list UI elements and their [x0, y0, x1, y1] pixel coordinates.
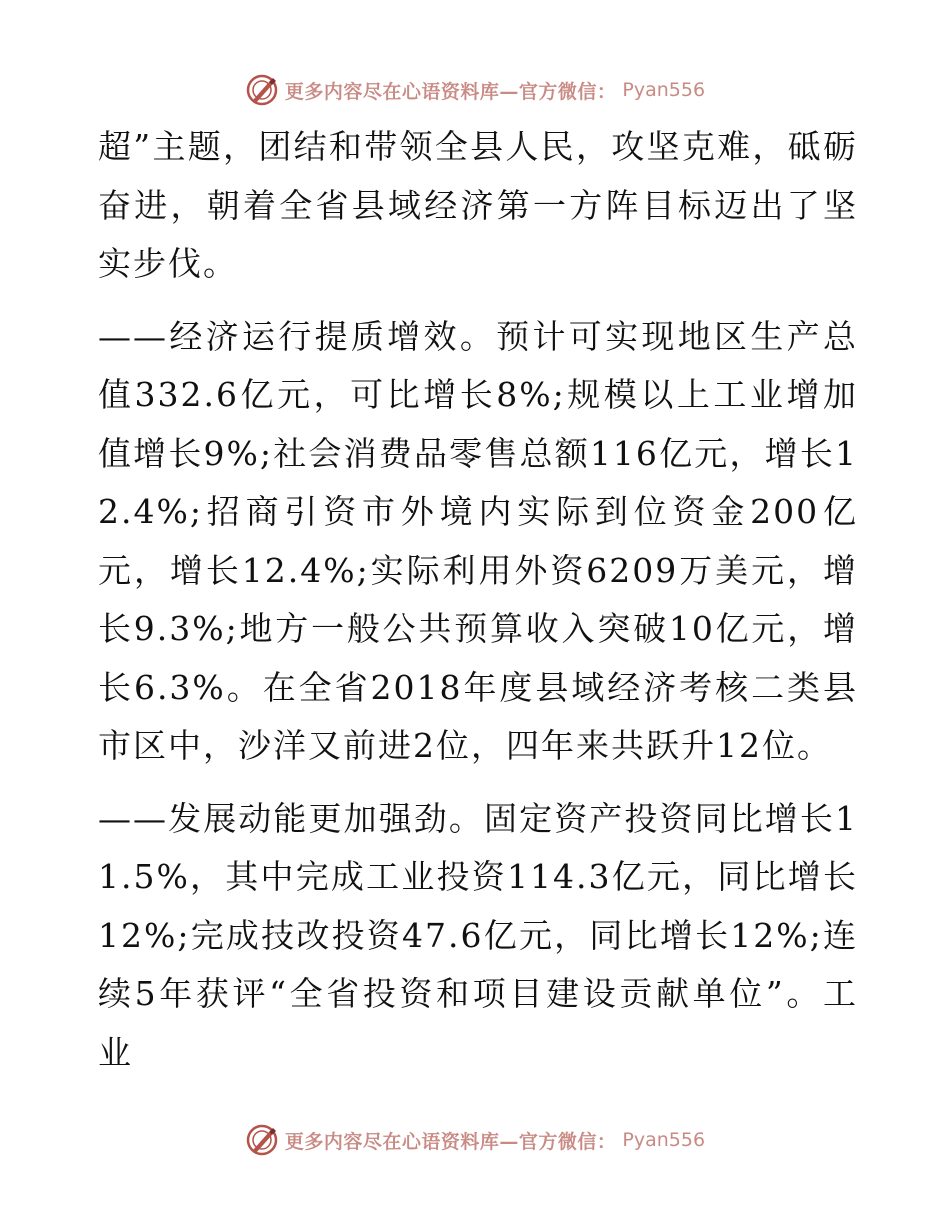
paragraph-momentum: ——发展动能更加强劲。固定资产投资同比增长11.5%，其中完成工业投资114.3亿元，同比增长12%;完成技改投资47.6亿元，同比增长12%;连续5年获评“全省投资和项目建设贡献单位”。工业	[98, 798, 858, 1072]
document-body	[98, 118, 858, 1082]
watermark-text: 更多内容尽在心语资料库—官方微信：	[284, 80, 617, 103]
watermark-wechat-id: Pyan556	[622, 1129, 706, 1151]
pen-seal-icon	[245, 1123, 279, 1157]
footer-watermark	[0, 1120, 950, 1160]
footer-watermark-group	[245, 1123, 705, 1157]
paragraph-economy: ——经济运行提质增效。预计可实现地区生产总值332.6亿元，可比增长8%;规模以上工业增加值增长9%;社会消费品零售总额116亿元，增长12.4%;招商引资市外境内实际到位资金200亿元，增长12.4%;实际利用外资6209万美元，增长9.3%;地方一般公共预算收入突破10亿元，增长6.3%。在全省2018年度县域经济考核二类县市区中，沙洋又前进2位，四年来共跃升12位。	[98, 316, 858, 765]
header-watermark-group	[245, 73, 705, 107]
paragraph-intro: 超”主题，团结和带领全县人民，攻坚克难，砥砺奋进，朝着全省县域经济第一方阵目标迈出了坚实步伐。	[98, 127, 858, 283]
watermark-wechat-id: Pyan556	[622, 79, 706, 101]
watermark-text: 更多内容尽在心语资料库—官方微信：	[284, 1130, 617, 1153]
header-watermark	[0, 70, 950, 110]
pen-seal-icon	[245, 73, 279, 107]
